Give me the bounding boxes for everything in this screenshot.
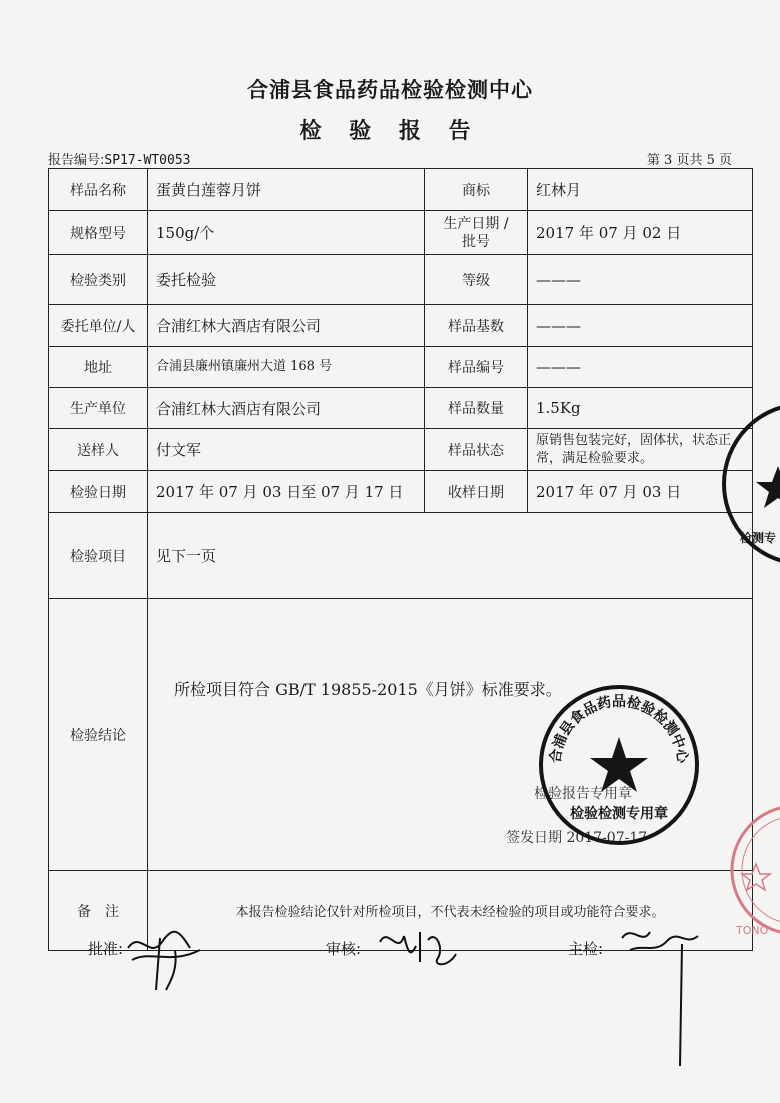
conclusion-text: 所检项目符合 GB/T 19855-2015《月饼》标准要求。 (174, 680, 562, 699)
approver-signature (88, 938, 123, 959)
table-row (49, 211, 753, 255)
remarks-label: 备 注 (49, 871, 148, 951)
sample-base-label: 样品基数 (425, 305, 528, 347)
sample-name-label: 样品名称 (49, 169, 148, 211)
page-indicator: 第 3 页共 5 页 (646, 153, 732, 168)
spec-label: 规格型号 (49, 211, 148, 255)
issue-date: 签发日期 2017-07-17 (506, 830, 648, 846)
table-row (49, 347, 753, 388)
sender-value: 付文军 (148, 429, 425, 471)
production-date-label-line2: 批号 (462, 233, 490, 250)
remarks-text: 本报告检验结论仅针对所检项目，不代表未经检验的项目或功能符合要求。 (148, 871, 753, 951)
sample-quantity-value: 1.5Kg (528, 388, 753, 429)
approver-label: 批准: (88, 940, 124, 958)
receive-date-value: 2017 年 07 月 03 日 (528, 471, 753, 513)
seal-outer-text: 合浦县食品药品检验检测中心 (547, 694, 691, 765)
address-label: 地址 (49, 347, 148, 388)
producer-value: 合浦红林大酒店有限公司 (148, 388, 425, 429)
inspector-signature (568, 938, 603, 959)
sender-label: 送样人 (49, 429, 148, 471)
official-seal-stamp (536, 682, 702, 848)
table-row (49, 305, 753, 347)
sample-base-value: ——— (528, 305, 753, 347)
report-number-label: 报告编号: (48, 153, 105, 168)
grade-value: ——— (528, 255, 753, 305)
production-date-value: 2017 年 07 月 02 日 (528, 211, 753, 255)
test-date-value: 2017 年 07 月 03 日至 07 月 17 日 (148, 471, 425, 513)
test-items-value: 见下一页 (148, 513, 753, 599)
report-number (48, 149, 190, 168)
sample-name-value: 蛋黄白莲蓉月饼 (148, 169, 425, 211)
reviewer-signature-scribble (374, 918, 474, 988)
table-row (49, 513, 753, 599)
table-row (49, 388, 753, 429)
seal-inner-text: 检验检测专用章 (570, 806, 668, 822)
client-value: 合浦红林大酒店有限公司 (148, 305, 425, 347)
sample-state-label: 样品状态 (425, 429, 528, 471)
producer-label: 生产单位 (49, 388, 148, 429)
table-row (49, 471, 753, 513)
organization-title: 合浦县食品药品检验检测中心 (247, 78, 533, 102)
sample-number-value: ——— (528, 347, 753, 388)
receive-date-label: 收样日期 (425, 471, 528, 513)
sample-state-value: 原销售包装完好，固体状，状态正常，满足检验要求。 (528, 429, 753, 471)
sample-quantity-label: 样品数量 (425, 388, 528, 429)
category-value: 委托检验 (148, 255, 425, 305)
brand-value: 红林月 (528, 169, 753, 211)
brand-label: 商标 (425, 169, 528, 211)
document-title: 检 验 报 告 (299, 119, 481, 144)
grade-label: 等级 (425, 255, 528, 305)
test-date-label: 检验日期 (49, 471, 148, 513)
address-value: 合浦县廉州镇廉州大道 168 号 (148, 347, 425, 388)
inspector-signature-scribble (616, 916, 726, 1086)
conclusion-label: 检验结论 (49, 599, 148, 871)
production-date-label (425, 211, 528, 255)
edge-seal-stamp (722, 392, 780, 592)
approver-signature-scribble (120, 920, 220, 1010)
table-row (49, 169, 753, 211)
table-row (49, 429, 753, 471)
report-number-value: SP17-WT0053 (104, 153, 191, 168)
reviewer-signature (326, 938, 361, 959)
production-date-label-line1: 生产日期 / (443, 215, 509, 232)
spec-value: 150g/个 (148, 211, 425, 255)
reviewer-label: 审核: (326, 940, 362, 958)
client-label: 委托单位/人 (49, 305, 148, 347)
red-seal-stamp (726, 798, 780, 948)
sample-number-label: 样品编号 (425, 347, 528, 388)
table-row (49, 255, 753, 305)
red-seal-text: TONO (736, 924, 769, 937)
category-label: 检验类别 (49, 255, 148, 305)
edge-seal-text: 检测专 (740, 531, 777, 545)
inspector-label: 主检: (568, 940, 604, 958)
test-items-label: 检验项目 (49, 513, 148, 599)
stamp-caption: 检验报告专用章 (534, 786, 632, 802)
